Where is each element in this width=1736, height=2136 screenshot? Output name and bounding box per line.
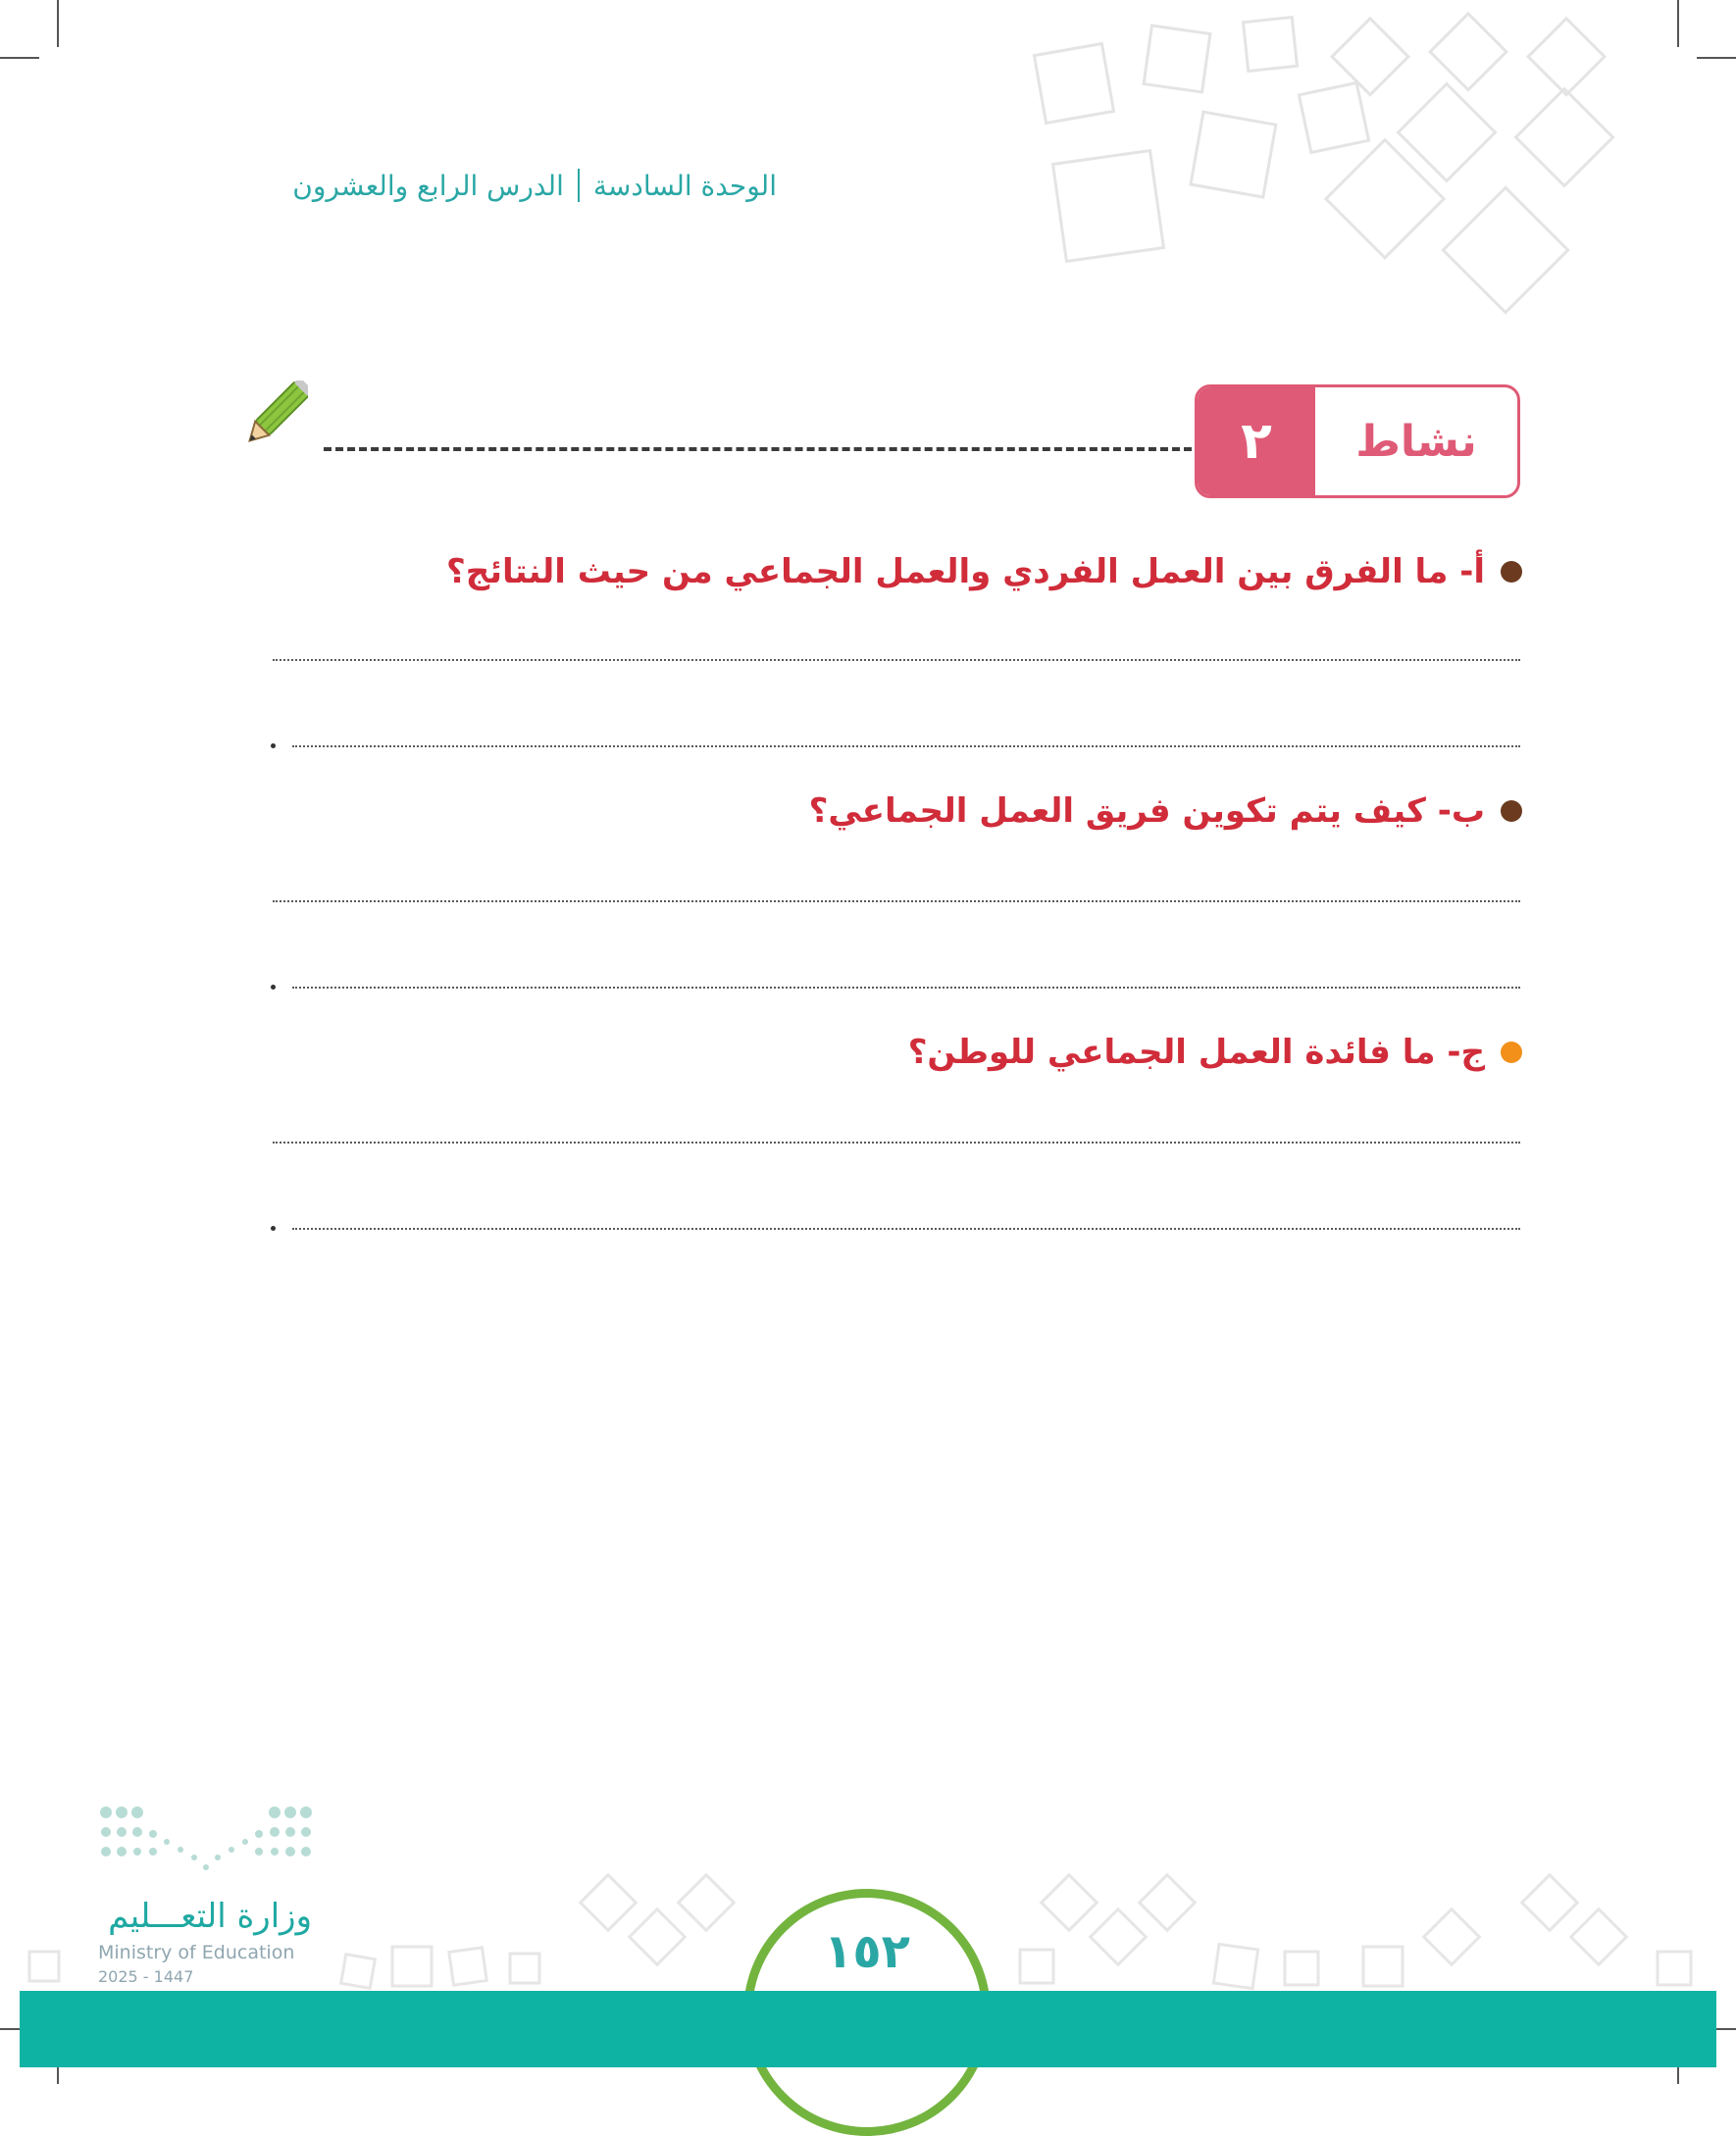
bullet-icon <box>1501 561 1522 583</box>
activity-number: ٢ <box>1198 387 1315 495</box>
ministry-logo-dots <box>98 1803 314 1901</box>
question-text: ب- كيف يتم تكوين فريق العمل الجماعي؟ <box>808 791 1485 831</box>
crop-mark <box>0 57 39 59</box>
unit-title: الوحدة السادسة <box>592 169 777 202</box>
answer-line[interactable] <box>273 1142 1520 1144</box>
period-dot <box>271 1226 276 1231</box>
ministry-name-arabic: وزارة التعـــليم <box>108 1897 312 1936</box>
decorative-pattern <box>1020 10 1707 324</box>
period-dot <box>271 743 276 748</box>
edition-year: 2025 - 1447 <box>98 1967 194 1986</box>
activity-badge <box>1195 384 1520 498</box>
answer-line[interactable] <box>292 745 1520 747</box>
question-text: أ- ما الفرق بين العمل الفردي والعمل الجماعي من حيث النتائج؟ <box>445 552 1485 591</box>
question-a <box>446 547 1522 596</box>
answer-line[interactable] <box>273 659 1520 661</box>
activity-dashed-line <box>324 447 1192 451</box>
question-b <box>809 787 1522 836</box>
lesson-title: الدرس الرابع والعشرون <box>292 169 564 202</box>
bullet-icon <box>1501 800 1522 822</box>
question-text: ج- ما فائدة العمل الجماعي للوطن؟ <box>907 1033 1485 1072</box>
pencil-icon <box>241 381 308 451</box>
bullet-icon <box>1501 1042 1522 1063</box>
period-dot <box>271 985 276 990</box>
answer-line[interactable] <box>273 900 1520 902</box>
crop-mark <box>57 0 59 47</box>
page-header <box>245 169 777 202</box>
answer-line[interactable] <box>292 1228 1520 1230</box>
footer-bar-overlay <box>20 1991 1716 2067</box>
question-c <box>908 1028 1522 1077</box>
ministry-name-english: Ministry of Education <box>98 1942 295 1963</box>
page-number: ١٥٢ <box>824 1924 910 1979</box>
header-divider <box>578 169 580 202</box>
answer-line[interactable] <box>292 987 1520 989</box>
activity-label: نشاط <box>1355 416 1477 467</box>
